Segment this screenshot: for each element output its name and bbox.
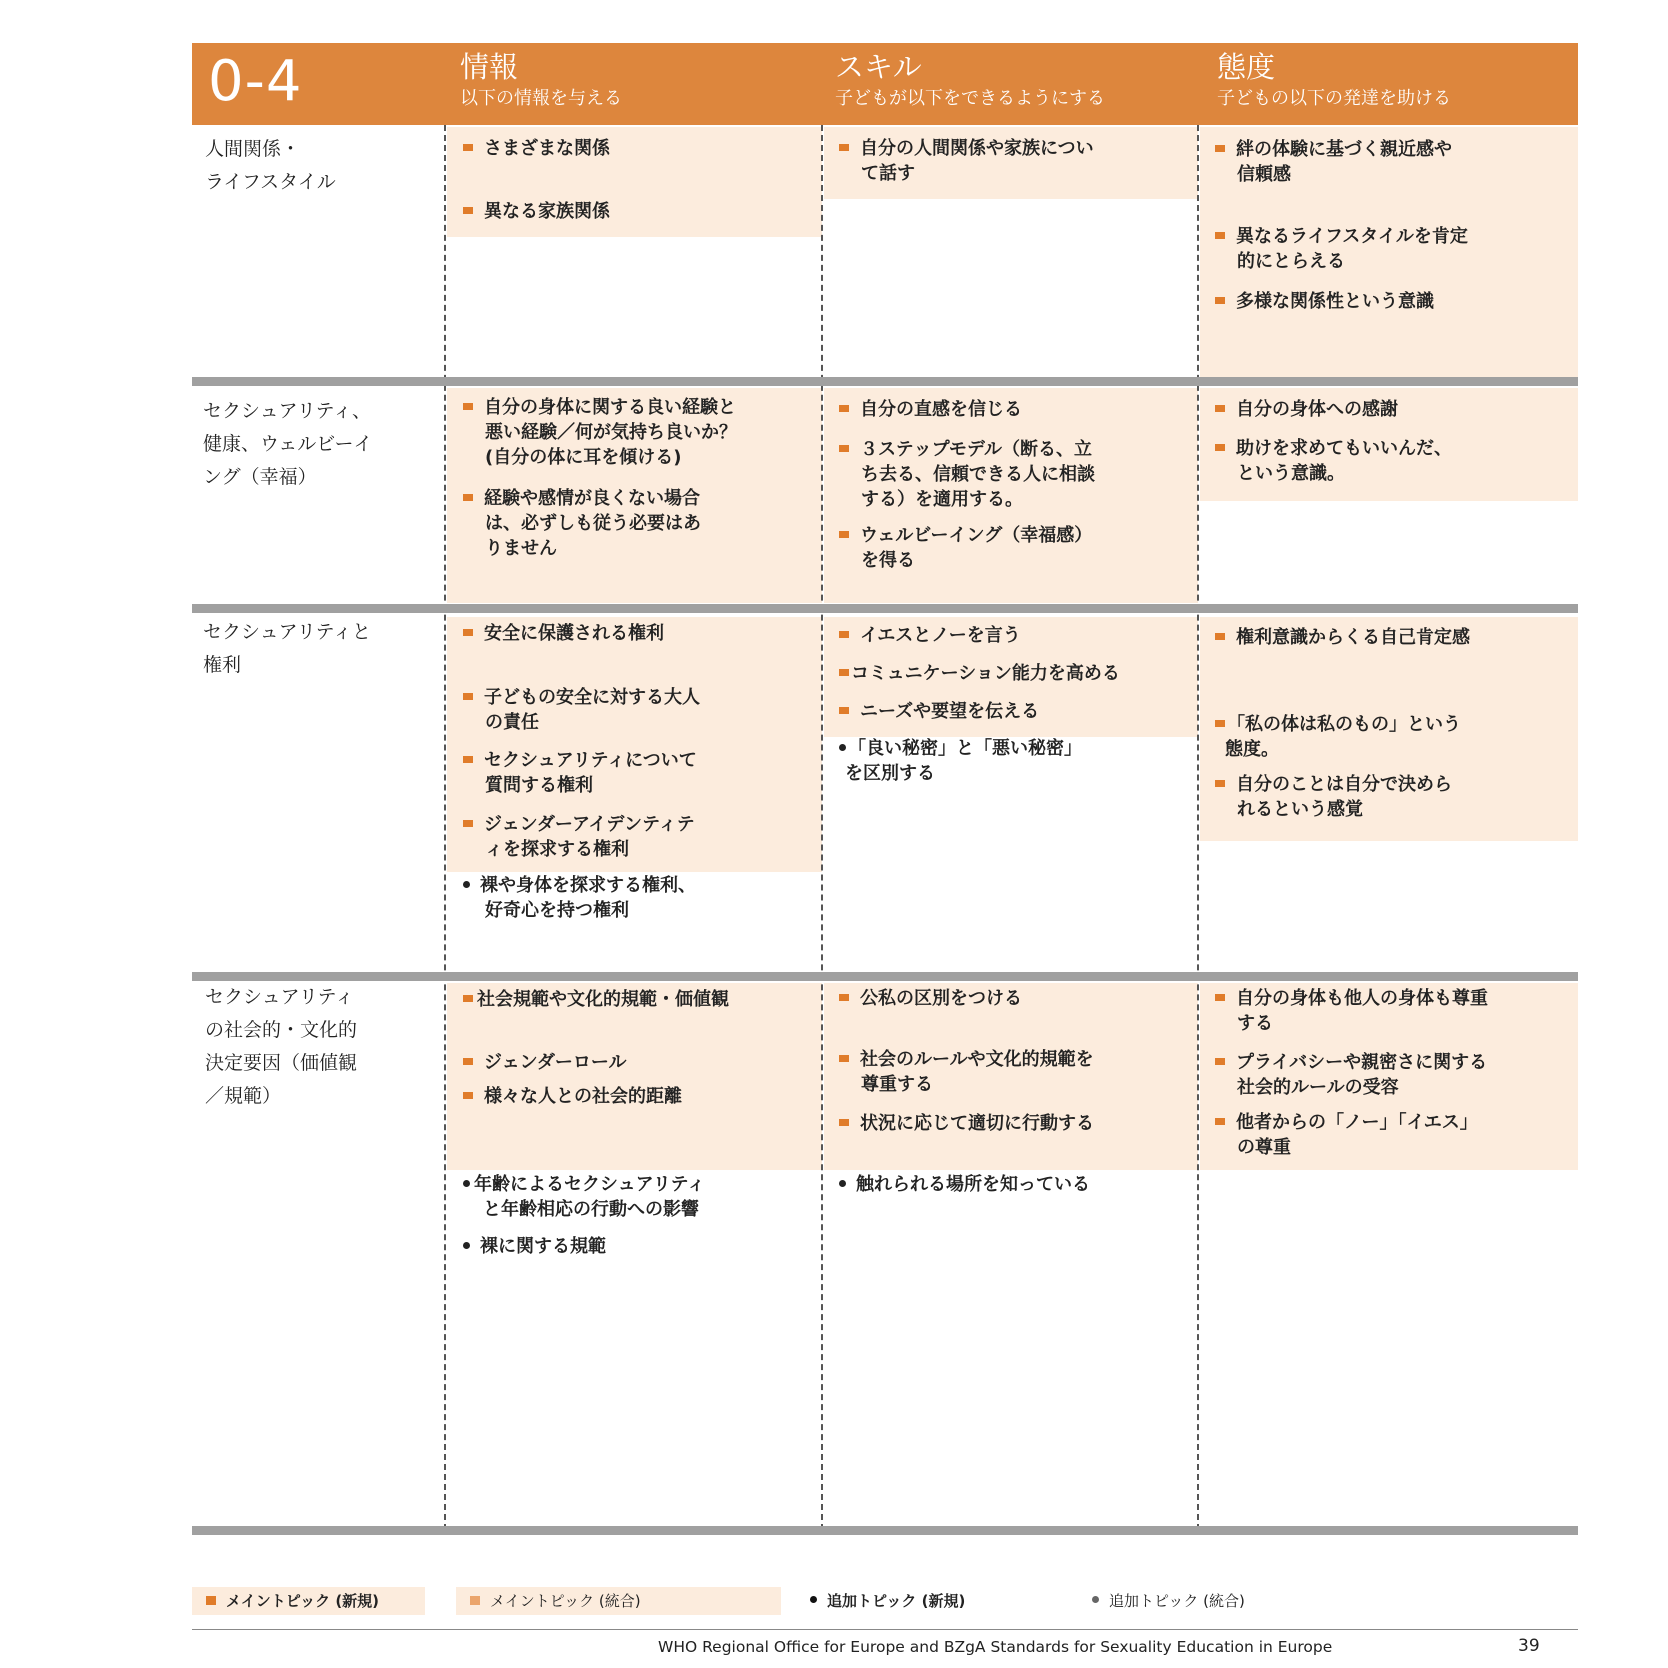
list-item: 自分の人間関係や家族につい て話す <box>839 136 1094 186</box>
main-topic-new-marker <box>1215 994 1225 1001</box>
list-item: ３ステップモデル（断る、立 ち去る、信頼できる人に相談 する）を適用する。 <box>839 437 1095 512</box>
column-divider <box>444 125 446 1530</box>
list-item: 自分のことは自分で決めら れるという感覚 <box>1215 772 1452 822</box>
list-item: 自分の身体への感謝 <box>1215 397 1398 422</box>
list-item: ニーズや要望を伝える <box>839 699 1039 724</box>
list-item: 「良い秘密」と「悪い秘密」 を区別する <box>839 736 1082 786</box>
main-topic-new-marker <box>839 405 849 412</box>
list-item: ジェンダーアイデンティテ ィを探求する権利 <box>463 812 695 862</box>
list-item: 多様な関係性という意識 <box>1215 289 1434 314</box>
header-col-skills: スキル 子どもが以下をできるようにする <box>835 50 1105 109</box>
header-col-attitudes: 態度 子どもの以下の発達を助ける <box>1217 50 1451 109</box>
header-col-information: 情報 以下の情報を与える <box>460 50 622 109</box>
list-item: 状況に応じて適切に行動する <box>839 1111 1094 1136</box>
main-topic-new-marker <box>1215 720 1225 727</box>
list-item: さまざまな関係 <box>463 136 610 161</box>
list-item: 年齢によるセクシュアリティ と年齢相応の行動への影響 <box>463 1172 705 1222</box>
main-topic-new-marker <box>839 1119 849 1126</box>
row-divider <box>192 604 1578 613</box>
list-item: 絆の体験に基づく親近感や 信頼感 <box>1215 137 1452 187</box>
main-topic-new-marker <box>839 631 849 638</box>
list-item: ウェルビーイング（幸福感） を得る <box>839 523 1092 573</box>
list-item: 自分の直感を信じる <box>839 397 1022 422</box>
main-topic-new-marker <box>463 207 473 214</box>
main-topic-new-marker <box>1215 145 1225 152</box>
main-topic-new-marker <box>1215 633 1225 640</box>
list-item: 権利意識からくる自己肯定感 <box>1215 625 1470 650</box>
main-topic-new-marker <box>463 403 473 410</box>
footer-rule <box>192 1629 1578 1630</box>
main-topic-new-marker <box>463 1058 473 1065</box>
main-topic-new-marker <box>463 756 473 763</box>
list-item: 助けを求めてもいいんだ、 という意識。 <box>1215 436 1452 486</box>
topic-sexuality-health-wellbeing: セクシュアリティ、 健康、ウェルビーイ ング（幸福） <box>203 400 373 488</box>
list-item: 自分の身体も他人の身体も尊重 する <box>1215 986 1488 1036</box>
list-item: 経験や感情が良くない場合 は、必ずしも従う必要はあ りません <box>463 486 701 561</box>
main-topic-new-marker <box>463 995 473 1002</box>
main-topic-new-marker <box>839 531 849 538</box>
list-item: 「私の体は私のもの」という 態度。 <box>1215 712 1461 762</box>
additional-topic-marker <box>839 744 846 751</box>
main-topic-new-marker <box>1215 444 1225 451</box>
list-item: 子どもの安全に対する大人 の責任 <box>463 685 700 735</box>
list-item: 他者からの「ノー」「イエス」 の尊重 <box>1215 1110 1478 1160</box>
main-topic-new-marker <box>1215 297 1225 304</box>
table-header <box>192 43 1578 125</box>
column-divider <box>821 125 823 1530</box>
legend-additional-new: 追加トピック (新規) <box>810 1590 965 1612</box>
list-item: 裸に関する規範 <box>463 1234 606 1259</box>
list-item: プライバシーや親密さに関する 社会的ルールの受容 <box>1215 1050 1487 1100</box>
main-topic-new-marker <box>463 820 473 827</box>
list-item: 様々な人との社会的距離 <box>463 1084 682 1109</box>
additional-topic-marker <box>463 1180 470 1187</box>
list-item: セクシュアリティについて 質問する権利 <box>463 748 697 798</box>
topic-social-cultural-determinants: セクシュアリティ の社会的・文化的 決定要因（価値観 ／規範） <box>205 986 358 1107</box>
main-topic-new-marker <box>1215 405 1225 412</box>
column-divider <box>1197 125 1199 1530</box>
main-topic-new-marker <box>839 1055 849 1062</box>
main-topic-new-marker <box>839 669 849 676</box>
list-item: 異なるライフスタイルを肯定 的にとらえる <box>1215 224 1468 274</box>
age-group-label: 0-4 <box>208 49 303 114</box>
main-topic-new-marker <box>463 629 473 636</box>
list-item: イエスとノーを言う <box>839 623 1021 648</box>
list-item: 安全に保護される権利 <box>463 621 664 646</box>
main-topic-new-marker <box>839 445 849 452</box>
main-topic-new-marker <box>1215 780 1225 787</box>
main-topic-new-marker <box>1215 1118 1225 1125</box>
row-divider <box>192 972 1578 981</box>
main-topic-new-marker <box>463 693 473 700</box>
main-topic-new-marker <box>463 144 473 151</box>
main-topic-new-marker <box>839 144 849 151</box>
list-item: コミュニケーション能力を高める <box>839 661 1120 686</box>
list-item: 裸や身体を探求する権利、 好奇心を持つ権利 <box>463 873 696 923</box>
list-item: 社会規範や文化的規範・価値観 <box>463 987 729 1012</box>
main-topic-new-marker <box>839 994 849 1001</box>
list-item: 自分の身体に関する良い経験と 悪い経験／何が気持ち良いか？ (自分の体に耳を傾ける) <box>463 395 737 470</box>
additional-topic-marker <box>839 1180 846 1187</box>
list-item: 社会のルールや文化的規範を 尊重する <box>839 1047 1094 1097</box>
main-topic-new-marker <box>463 1092 473 1099</box>
page-number: 39 <box>1518 1636 1540 1656</box>
list-item: ジェンダーロール <box>463 1050 627 1075</box>
row-divider <box>192 377 1578 386</box>
main-topic-new-marker <box>463 494 473 501</box>
additional-topic-marker <box>463 1242 470 1249</box>
list-item: 公私の区別をつける <box>839 986 1022 1011</box>
legend-additional-integrated: 追加トピック (統合) <box>1092 1590 1245 1612</box>
main-topic-new-marker <box>1215 232 1225 239</box>
list-item: 異なる家族関係 <box>463 199 610 224</box>
legend-main-new: メイントピック (新規) <box>206 1590 379 1612</box>
footer-text: WHO Regional Office for Europe and BZgA Standards for Sexuality Education in Europe <box>658 1638 1333 1656</box>
row-divider <box>192 1526 1578 1535</box>
legend-main-integrated: メイントピック (統合) <box>470 1590 641 1612</box>
topic-relationships: 人間関係・ ライフスタイル <box>205 138 336 193</box>
additional-topic-marker <box>463 881 470 888</box>
list-item: 触れられる場所を知っている <box>839 1172 1090 1197</box>
topic-sexuality-rights: セクシュアリティと 権利 <box>203 621 371 676</box>
main-topic-new-marker <box>1215 1058 1225 1065</box>
main-topic-new-marker <box>839 707 849 714</box>
